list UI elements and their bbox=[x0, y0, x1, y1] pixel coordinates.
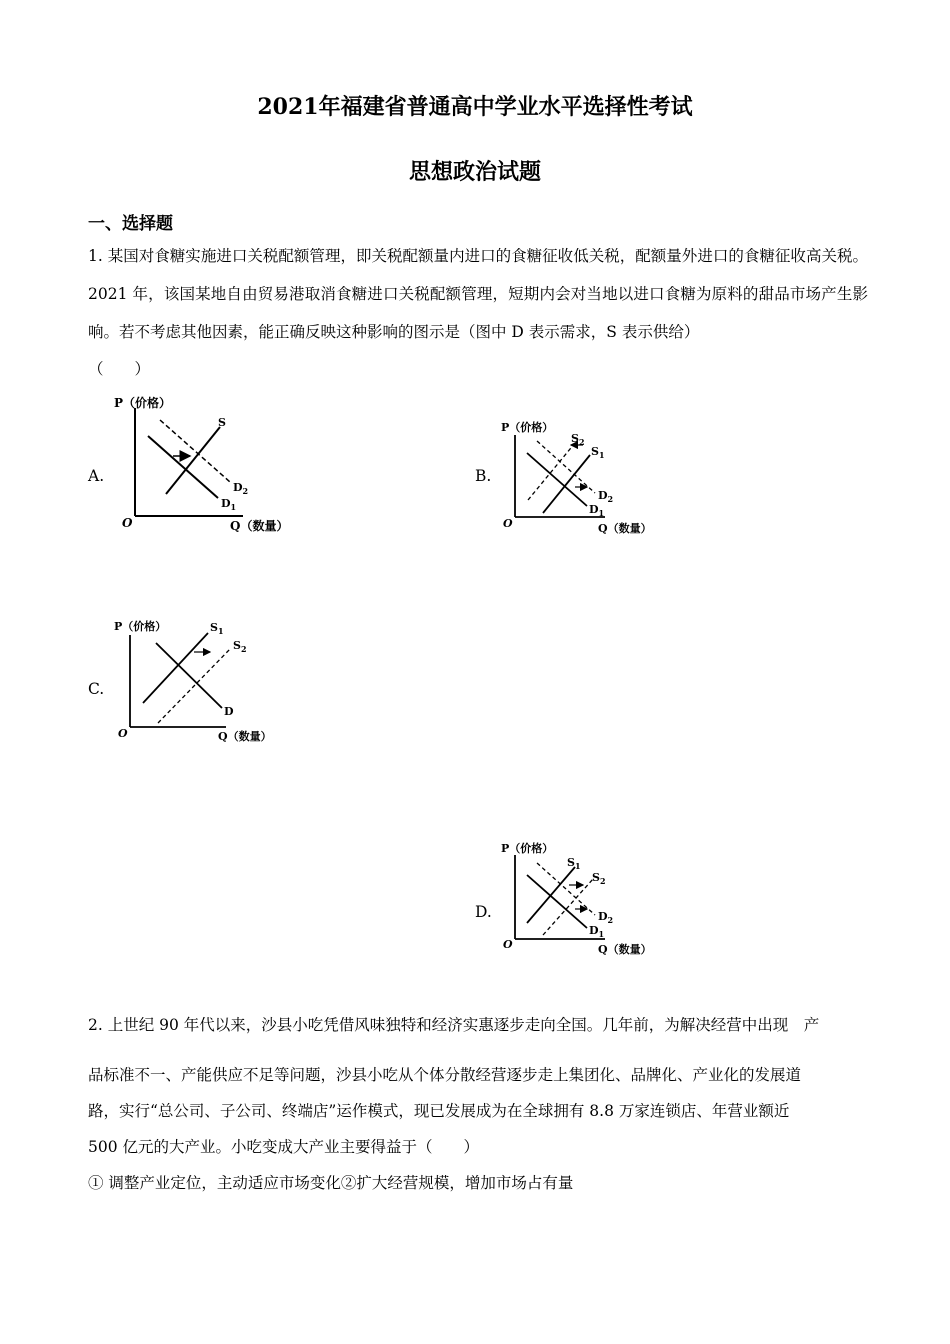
option-c-curve-s2 bbox=[158, 649, 230, 723]
option-b-label-s2: $S_2$ bbox=[571, 432, 585, 447]
option-a-curve-d2 bbox=[160, 420, 230, 482]
section-heading: 一、选择题 bbox=[88, 214, 173, 234]
option-a-label-d2: $D_2$ bbox=[233, 481, 249, 496]
option-a-p-axis: P（价格） bbox=[114, 396, 172, 410]
option-d-label: D. bbox=[475, 903, 492, 921]
document-title: 2021年福建省普通高中学业水平选择性考试 bbox=[257, 94, 693, 120]
option-b-curve-s2 bbox=[528, 443, 575, 500]
option-a-graph bbox=[108, 390, 308, 540]
option-a-curve-d1 bbox=[148, 436, 218, 498]
question-1-blank: （ ） bbox=[88, 360, 151, 378]
question-2-line-3: 路，实行“总公司、子公司、终端店”运作模式，现已发展成为在全球拥有 8.8 万家连锁店、年营业额近 bbox=[88, 1102, 790, 1120]
option-d-q-axis: Q（数量） bbox=[598, 943, 652, 956]
document-subtitle: 思想政治试题 bbox=[408, 159, 541, 185]
option-c-q-axis: Q（数量） bbox=[218, 730, 272, 743]
option-c-curve-s1 bbox=[143, 633, 208, 703]
option-a-label: A. bbox=[88, 467, 105, 485]
option-a-label-d1: $D_1$ bbox=[221, 497, 237, 512]
option-d-curve-d1 bbox=[527, 875, 587, 928]
option-b-curve-d1 bbox=[527, 453, 587, 506]
option-a-origin: O bbox=[122, 516, 133, 530]
option-c-label-d: D bbox=[224, 705, 234, 718]
option-b-q-axis: Q（数量） bbox=[598, 522, 652, 535]
option-c-origin: O bbox=[118, 727, 128, 740]
option-c-label-s2: $S_2$ bbox=[233, 639, 247, 654]
option-b-label-s1: $S_1$ bbox=[591, 445, 605, 460]
question-1-text: 1. 某国对食糖实施进口关税配额管理，即关税配额量内进口的食糖征收低关税，配额量外进口的食糖征收高关税。2021 年，该国某地自由贸易港取消食糖进口关税配额管理，短期内会对当地以进口食糖为原料的甜品市场产生影响。若不考虑其他因素，能正确反映这种影响的图示是（图中 D 表示需求，S 表示供给） bbox=[88, 247, 868, 341]
option-c-graph bbox=[108, 615, 288, 750]
question-2-line-1: 2. 上世纪 90 年代以来，沙县小吃凭借风味独特和经济实惠逐步走向全国。几年前，为解决经营中出现 产 bbox=[88, 1016, 820, 1034]
option-b-graph bbox=[495, 415, 675, 545]
option-a-curve-s bbox=[166, 427, 220, 494]
option-d-origin: O bbox=[503, 938, 513, 951]
option-d-curve-d2 bbox=[537, 863, 595, 915]
option-b-label-d1: $D_1$ bbox=[589, 503, 605, 518]
option-c-p-axis: P（价格） bbox=[114, 620, 167, 633]
option-b-label-d2: $D_2$ bbox=[598, 489, 614, 504]
option-a-label-s: S bbox=[218, 416, 226, 429]
option-c-label: C. bbox=[88, 680, 105, 698]
option-d-label-d1: $D_1$ bbox=[589, 924, 605, 939]
option-b-label: B. bbox=[475, 467, 492, 485]
question-2-line-4: 500 亿元的大产业。小吃变成大产业主要得益于（ ） bbox=[88, 1138, 480, 1156]
option-d-label-s1: $S_1$ bbox=[567, 856, 581, 871]
option-d-curve-s1 bbox=[527, 867, 575, 923]
option-d-graph bbox=[495, 835, 675, 965]
question-2-line-2: 品标准不一、产能供应不足等问题，沙县小吃从个体分散经营逐步走上集团化、品牌化、产业化的发展道 bbox=[88, 1066, 802, 1084]
option-c-label-s1: $S_1$ bbox=[210, 621, 224, 636]
option-b-origin: O bbox=[503, 517, 513, 530]
question-2-choices: ① 调整产业定位，主动适应市场变化②扩大经营规模，增加市场占有量 bbox=[88, 1174, 574, 1192]
option-d-p-axis: P（价格） bbox=[501, 842, 554, 855]
option-b-curve-s1 bbox=[543, 455, 590, 513]
option-d-label-d2: $D_2$ bbox=[598, 910, 614, 925]
option-b-p-axis: P（价格） bbox=[501, 421, 554, 434]
option-d-label-s2: $S_2$ bbox=[592, 871, 606, 886]
option-a-q-axis: Q（数量） bbox=[230, 519, 289, 533]
